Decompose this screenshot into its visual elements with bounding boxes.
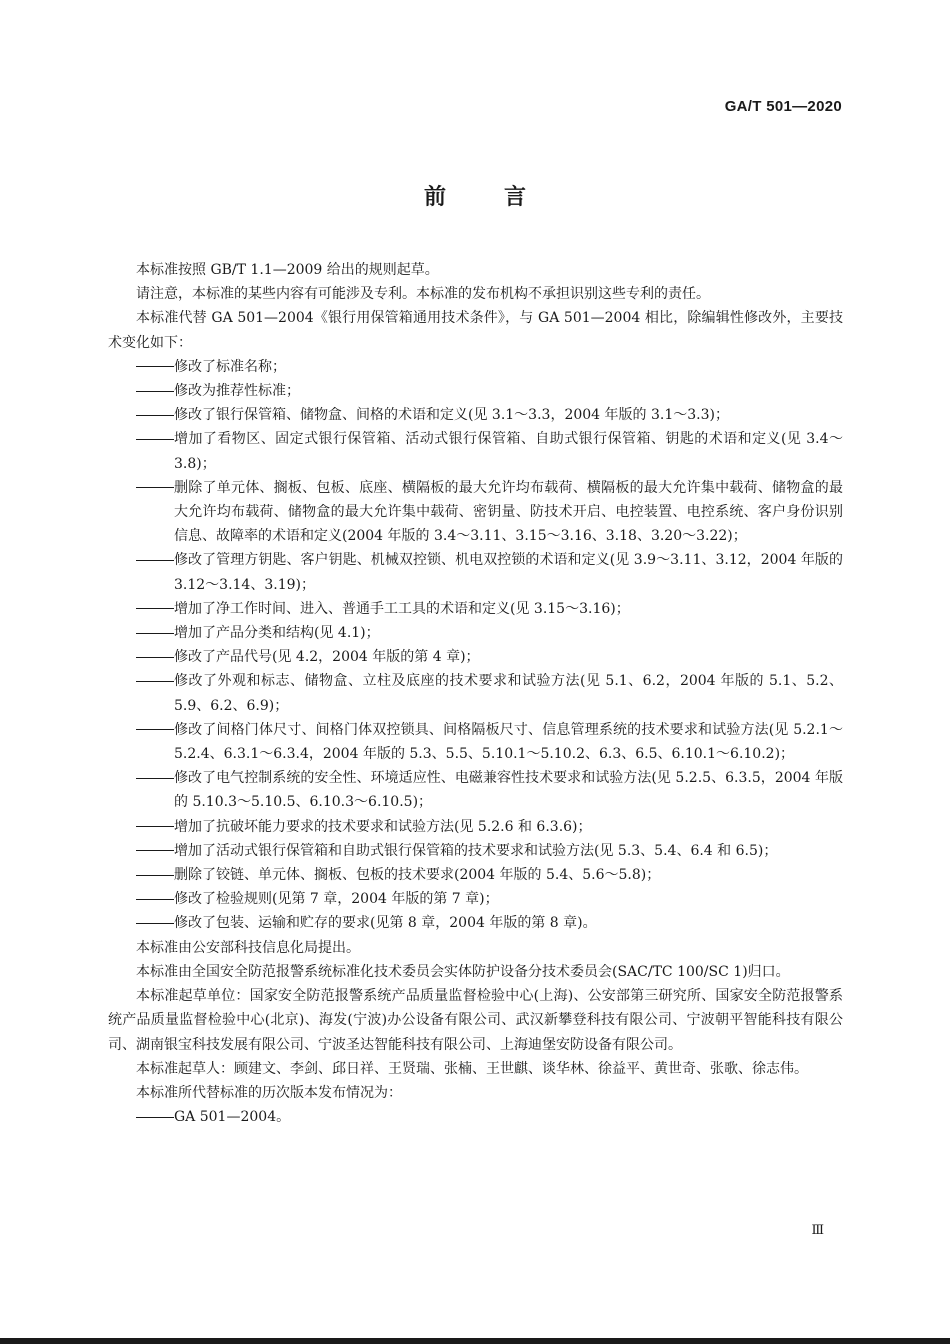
change-item-text: 增加了抗破坏能力要求的技术要求和试验方法(见 5.2.6 和 6.3.6)； xyxy=(174,818,592,835)
change-item-text: 删除了铰链、单元体、搁板、包板的技术要求(2004 年版的 5.4、5.6～5.8)； xyxy=(174,867,661,884)
dash-marker xyxy=(108,476,174,549)
closing-paragraph: 本标准起草单位：国家安全防范报警系统产品质量监督检验中心(上海)、公安部第三研究所、国家安全防范报警系统产品质量监督检验中心(北京)、海发(宁波)办公设备有限公司、武汉新攀登科技有限公司、宁波朝平智能科技有限公司、湖南银宝科技发展有限公司、宁波圣达智能科技有限公司、上海迪堡安防设备有限公司。 xyxy=(108,988,843,1053)
page-number: Ⅲ xyxy=(811,1222,824,1237)
change-item-text: 修改了外观和标志、储物盒、立柱及底座的技术要求和试验方法(见 5.1、6.2，2004 年版的 5.1、5.2、5.9、6.2、6.9)； xyxy=(174,673,843,714)
dash-marker xyxy=(108,911,174,935)
change-item xyxy=(108,887,843,911)
change-item xyxy=(108,427,843,475)
change-item-text: 修改了标准名称； xyxy=(174,358,286,375)
dash-marker xyxy=(108,645,174,669)
change-item xyxy=(108,645,843,669)
change-item-text: 修改为推荐性标准； xyxy=(174,383,300,400)
change-item xyxy=(108,669,843,717)
dash-marker xyxy=(108,379,174,403)
intro-paragraph: 本标准按照 GB/T 1.1—2009 给出的规则起草。 xyxy=(136,262,439,278)
change-item-text: 修改了检验规则(见第 7 章，2004 年版的第 7 章)； xyxy=(174,891,499,908)
intro-paragraph: 本标准代替 GA 501—2004《银行用保管箱通用技术条件》，与 GA 501—2004 相比，除编辑性修改外，主要技术变化如下： xyxy=(108,310,843,351)
dash-marker xyxy=(108,815,174,839)
dash-marker xyxy=(108,621,174,645)
change-item xyxy=(108,403,843,427)
change-item-text: 修改了管理方钥匙、客户钥匙、机械双控锁、机电双控锁的术语和定义(见 3.9～3.11、3.12，2004 年版的 3.12～3.14、3.19)； xyxy=(174,552,843,593)
change-item-text: 增加了产品分类和结构(见 4.1)； xyxy=(174,625,380,642)
change-item xyxy=(108,839,843,863)
document-body xyxy=(108,258,843,1129)
dash-marker xyxy=(108,403,174,427)
change-item xyxy=(108,911,843,935)
dash-marker xyxy=(108,597,174,621)
change-item-text: 修改了包装、运输和贮存的要求(见第 8 章，2004 年版的第 8 章)。 xyxy=(174,915,597,932)
change-item-text: 修改了间格门体尺寸、间格门体双控锁具、间格隔板尺寸、信息管理系统的技术要求和试验方法(见 5.2.1～5.2.4、6.3.1～6.3.4，2004 年版的 5.3、5.5、5.10.1～5.10.2、6.3、6.5、6.10.1～6.10.2)； xyxy=(174,721,843,763)
dash-marker xyxy=(108,427,174,475)
change-item xyxy=(108,766,843,814)
closing-paragraph: 本标准起草人：顾建文、李剑、邱日祥、王贤瑞、张楠、王世麒、谈华林、徐益平、黄世奇、张歌、徐志伟。 xyxy=(136,1060,808,1077)
change-item-text: 增加了活动式银行保管箱和自助式银行保管箱的技术要求和试验方法(见 5.3、5.4、6.4 和 6.5)； xyxy=(174,842,778,859)
closing-paragraph: 本标准由公安部科技信息化局提出。 xyxy=(136,939,360,956)
closing-paragraph: 本标准由全国安全防范报警系统标准化技术委员会实体防护设备分技术委员会(SAC/TC 100/SC 1)归口。 xyxy=(136,963,790,980)
dash-marker xyxy=(108,863,174,887)
dash-marker xyxy=(108,548,174,596)
dash-marker xyxy=(108,1105,174,1129)
page-title: 前言 xyxy=(423,185,584,210)
change-item-text: 修改了产品代号(见 4.2，2004 年版的第 4 章)； xyxy=(174,649,480,666)
dash-marker xyxy=(108,887,174,911)
standard-code: GA/T 501—2020 xyxy=(724,98,842,115)
dash-marker xyxy=(108,839,174,863)
change-item xyxy=(108,476,843,549)
dash-marker xyxy=(108,355,174,379)
change-item xyxy=(108,815,843,839)
change-item xyxy=(108,621,843,645)
change-item xyxy=(108,597,843,621)
dash-marker xyxy=(108,669,174,717)
intro-paragraph: 请注意，本标准的某些内容有可能涉及专利。本标准的发布机构不承担识别这些专利的责任。 xyxy=(136,286,710,303)
history-item xyxy=(108,1105,843,1129)
change-item-text: 修改了电气控制系统的安全性、环境适应性、电磁兼容性技术要求和试验方法(见 5.2.5、6.3.5，2004 年版的 5.10.3～5.10.5、6.10.3～6.10.5)； xyxy=(174,770,843,811)
dash-marker xyxy=(108,766,174,814)
change-item xyxy=(108,548,843,596)
change-item-text: 增加了净工作时间、进入、普通手工工具的术语和定义(见 3.15～3.16)； xyxy=(174,600,630,617)
change-item-text: 修改了银行保管箱、储物盒、间格的术语和定义(见 3.1～3.3，2004 年版的 3.1～3.3)； xyxy=(174,407,729,424)
closing-paragraph: 本标准所代替标准的历次版本发布情况为： xyxy=(136,1084,402,1101)
history-item-text: GA 501—2004。 xyxy=(174,1109,291,1126)
change-item xyxy=(108,355,843,379)
dash-marker xyxy=(108,718,174,766)
change-item xyxy=(108,379,843,403)
change-item-text: 删除了单元体、搁板、包板、底座、横隔板的最大允许均布载荷、横隔板的最大允许集中载荷、储物盒的最大允许均布载荷、储物盒的最大允许集中载荷、密钥量、防技术开启、电控装置、电控系统、客户身份识别信息、故障率的术语和定义(2004 年版的 3.4～3.11、3.15～3.16、3.18、3.20～3.22)； xyxy=(174,479,843,545)
change-item-text: 增加了看物区、固定式银行保管箱、活动式银行保管箱、自助式银行保管箱、钥匙的术语和定义(见 3.4～3.8)； xyxy=(174,431,843,472)
change-item xyxy=(108,863,843,887)
change-item xyxy=(108,718,843,766)
bottom-border xyxy=(0,1338,950,1344)
